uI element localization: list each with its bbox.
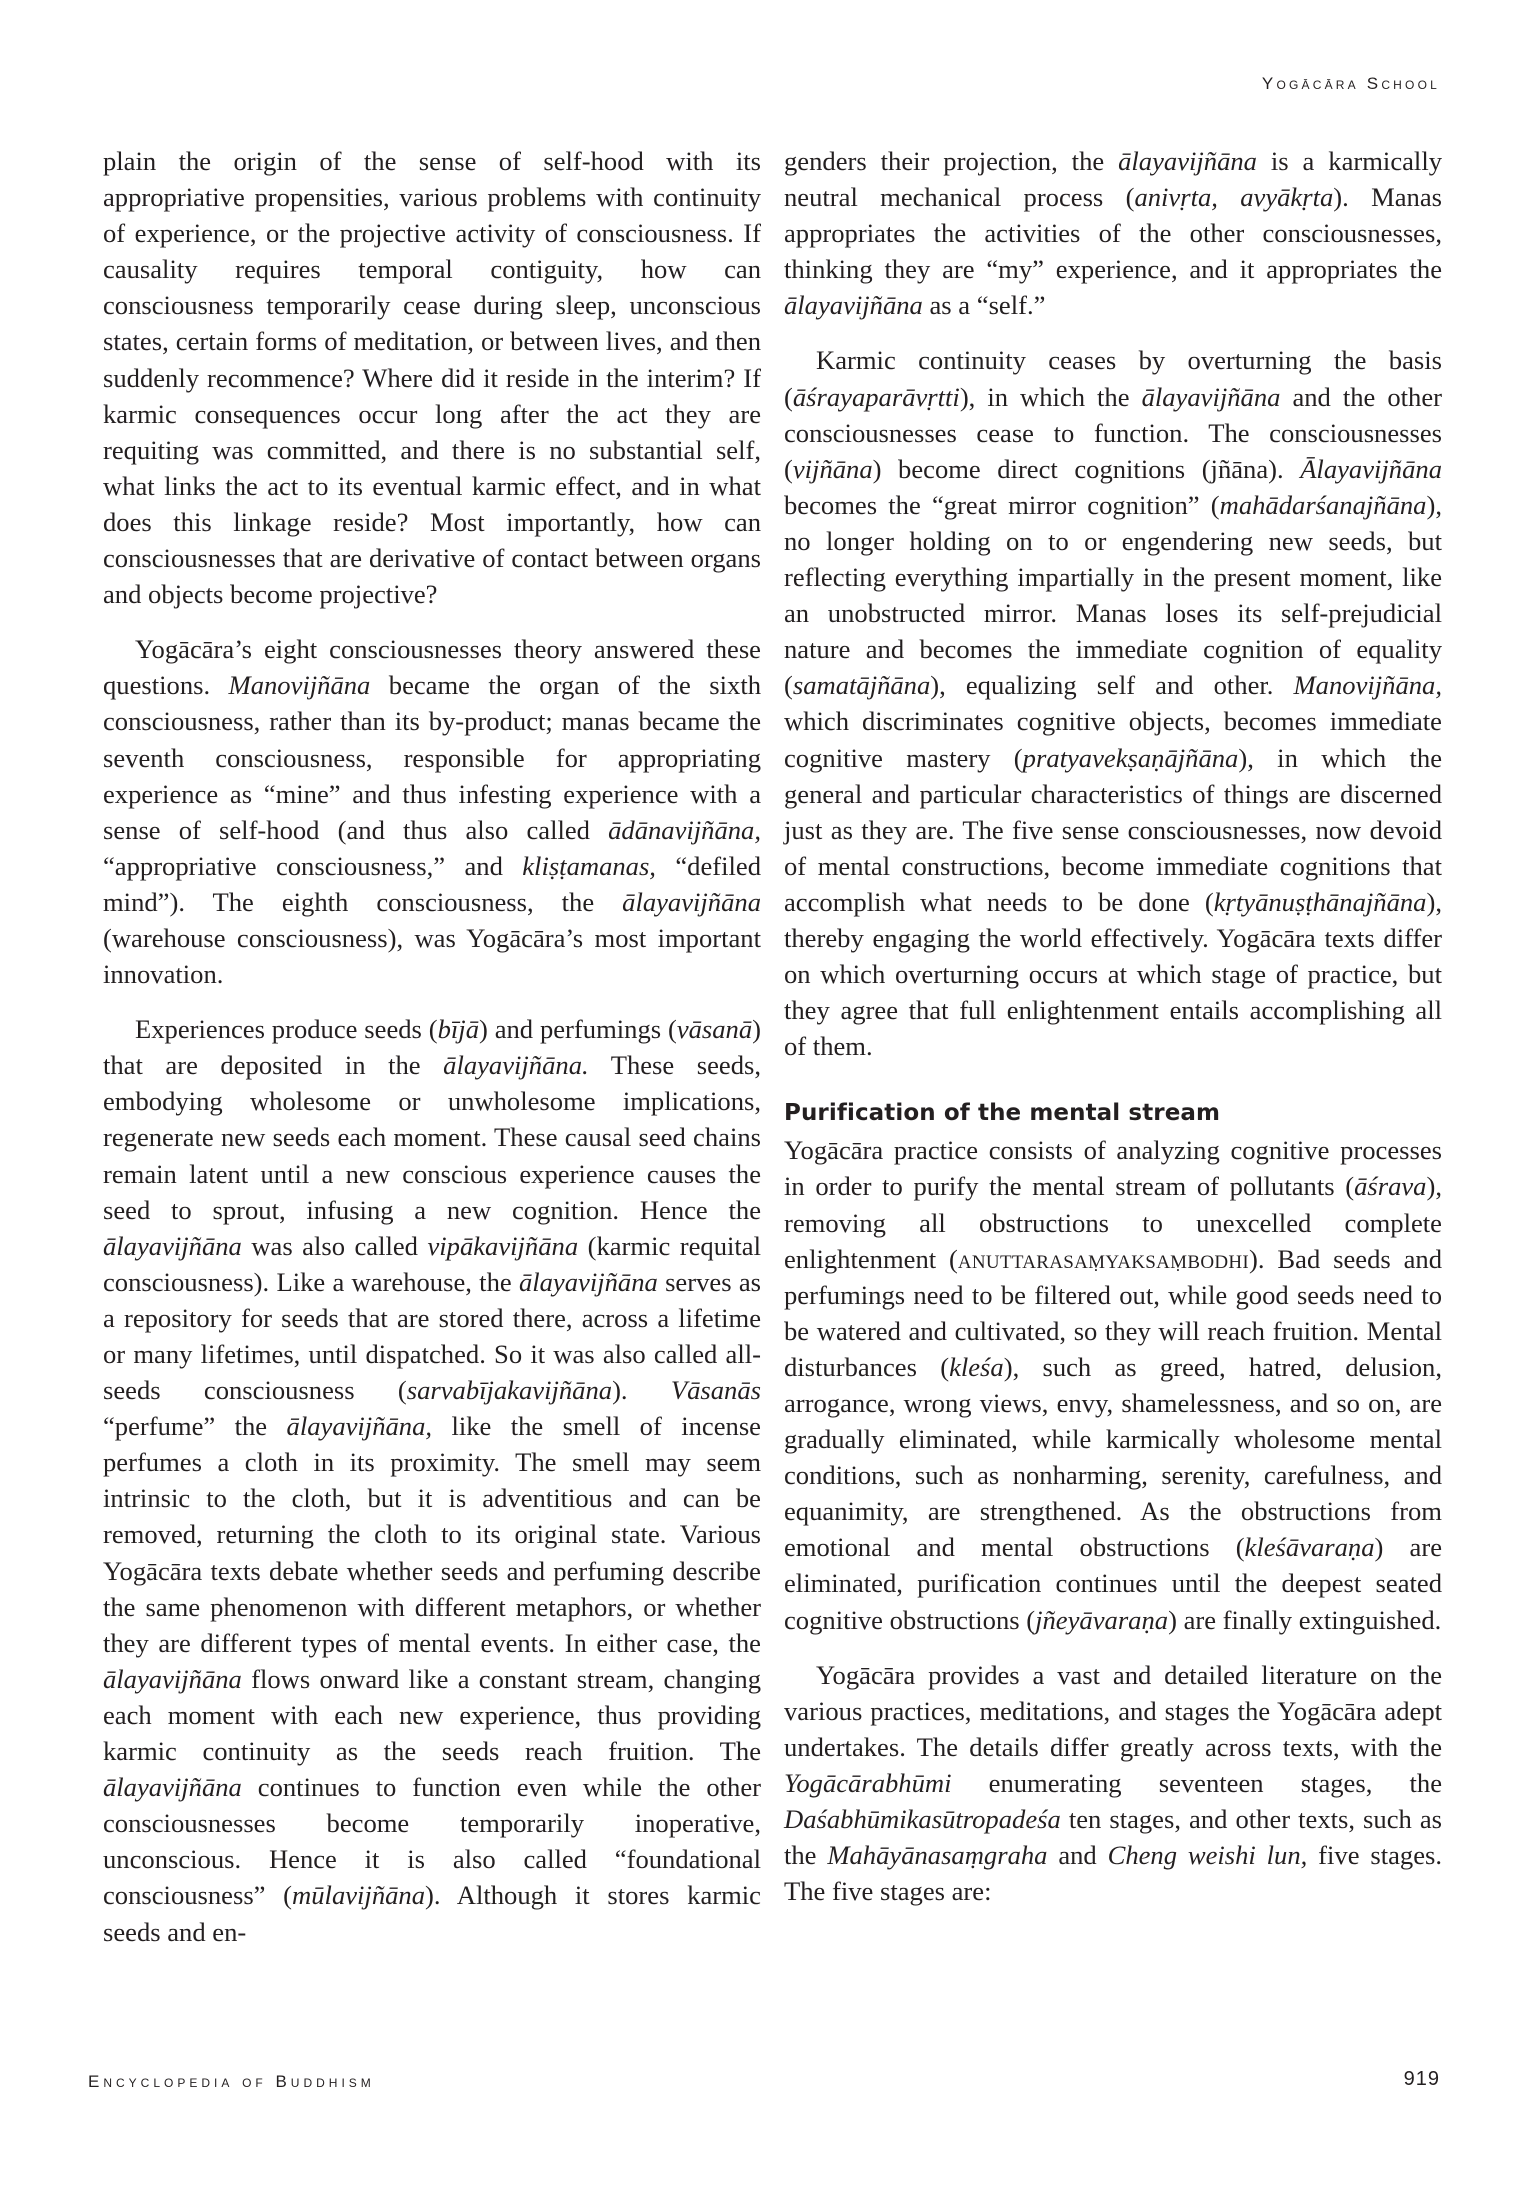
- text-run: ), removing all obstructions to unexcelled complete enlightenment (: [784, 1171, 1442, 1274]
- italic-term: ālayavijñāna: [103, 1230, 242, 1261]
- italic-term: Vāsanās: [670, 1375, 761, 1406]
- text-run: “appropriative consciousness,” and: [103, 850, 523, 881]
- text-run: Yogācāra practice consists of analyzing cognitive processes in order to purify the mental stream of pollutants (: [784, 1135, 1442, 1202]
- right-column: [784, 143, 1442, 1909]
- page-number: 919: [1403, 2068, 1440, 2090]
- text-run: five stages. The five stages are:: [784, 1840, 1442, 1907]
- italic-term: samatājñāna: [792, 670, 931, 701]
- text-run: became the organ of the sixth consciousness, rather than its by-product; manas became the seventh consciousness, responsible for appropriating experience as “mine” and thus infesting experience with a sense of self-hood (and thus also called: [103, 670, 762, 845]
- italic-term: Ālayavijñāna: [1300, 453, 1442, 484]
- italic-term: Mahāyānasaṃgraha: [827, 1840, 1048, 1871]
- italic-term: mūlavijñāna: [292, 1880, 426, 1911]
- italic-term: bījā: [437, 1014, 479, 1045]
- text-run: (warehouse consciousness), was Yogācāra’s most important innovation.: [103, 922, 761, 990]
- italic-term: Yogācārabhūmi: [784, 1767, 952, 1798]
- cross-reference: anuttarasaṃyaksaṃbodhi: [957, 1243, 1250, 1274]
- italic-term: ālayavijñāna: [1118, 146, 1257, 176]
- text-run: and the other consciousnesses cease to function. The consciousnesses (: [784, 381, 1443, 484]
- body-paragraph: [103, 1011, 761, 1949]
- body-paragraph: [784, 143, 1442, 323]
- italic-term: pratyavekṣaṇājñāna: [1022, 742, 1239, 773]
- italic-term: sarvabījakavijñāna: [406, 1375, 613, 1406]
- right-column-intro: [784, 143, 1442, 1064]
- text-run: ), no longer holding on to or engendering new seeds, but reflecting everything impartially in the present moment, like an unobstructed mirror. Manas loses its self-prejudicial nature and becomes the immediate cognition of equality (: [784, 489, 1442, 701]
- italic-term: ālayavijñāna: [622, 886, 761, 917]
- body-paragraph: [103, 143, 761, 612]
- body-paragraph: [784, 1132, 1442, 1637]
- text-run: was also called: [241, 1230, 428, 1261]
- body-paragraph: [784, 342, 1442, 1064]
- text-run: becomes the “great mirror cognition” (: [784, 489, 1220, 520]
- text-run: as a “self.”: [922, 290, 1046, 321]
- text-run: Experiences produce seeds (: [135, 1014, 438, 1045]
- text-run: These seeds, embodying wholesome or unwholesome implications, regenerate new seeds each moment. These causal seed chains remain latent until a new conscious experience causes the seed to sprout, infusing a new cognition. Hence the: [103, 1050, 761, 1225]
- text-run: like the smell of incense perfumes a cloth in its proximity. The smell may seem intrinsic to the cloth, but it is adventitious and can be removed, returning the cloth to its original state. Various Yogācāra texts debate whether seeds and perfuming describe the same phenomenon with different metaphors, or whether they are different types of mental events. In either case, the: [103, 1411, 761, 1658]
- left-column: [103, 143, 761, 1950]
- italic-term: mahādarśanajñāna: [1219, 489, 1427, 520]
- text-run: Yogācāra provides a vast and detailed literature on the various practices, meditations, and stages the Yogācāra adept undertakes. The details differ greatly across texts, with the: [784, 1659, 1442, 1762]
- text-run: Yogācāra’s eight consciousnesses theory answered these questions.: [103, 634, 761, 701]
- italic-term: vipākavijñāna: [427, 1230, 579, 1261]
- text-run: ), in which the general and particular characteristics of things are discerned just as they are. The five sense consciousnesses, now devoid of mental constructions, become immediate cognitions that accomplish what needs to be done (: [784, 742, 1443, 917]
- italic-term: vijñāna: [792, 453, 873, 484]
- italic-term: ādānavijñāna,: [608, 814, 761, 845]
- text-run: plain the origin of the sense of self-hood with its appropriative propensities, various problems with continuity of experience, or the projective activity of consciousness. If causality requires temporal contiguity, how can consciousness temporarily cease during sleep, unconscious states, certain forms of meditation, or between lives, and then suddenly recommence? Where did it reside in the interim? If karmic consequences occur long after the act they are requiting was committed, and there is no substantial self, what links the act to its eventual karmic effect, and in what does this linkage reside? Most importantly, how can consciousnesses that are derivative of contact between organs and objects become projective?: [103, 146, 761, 610]
- text-run: “defiled mind”). The eighth consciousness, the: [103, 850, 761, 917]
- text-run: flows onward like a constant stream, changing each moment with each new experience, thus providing karmic continuity as the seeds reach fruition. The: [103, 1663, 761, 1767]
- italic-term: kleśa: [949, 1351, 1004, 1382]
- italic-term: ālayavijñāna: [103, 1663, 242, 1694]
- text-run: (karmic requital consciousness). Like a warehouse, the: [103, 1230, 761, 1297]
- italic-term: kṛtyānuṣṭhānajñāna: [1213, 886, 1427, 917]
- text-run: enumerating seventeen stages, the: [951, 1767, 1442, 1798]
- text-run: ten stages, and other texts, such as the: [784, 1804, 1442, 1871]
- italic-term: ālayavijñāna: [784, 290, 923, 321]
- italic-term: Manovijñāna: [228, 670, 371, 701]
- text-run: ), such as greed, hatred, delusion, arrogance, wrong views, envy, shamelessness, and so on, are gradually eliminated, while karmically wholesome mental conditions, such as nonharming, serenity, carefulness, and equanimity, are strengthened. As the obstructions from emotional and mental obstructions (: [784, 1351, 1443, 1563]
- text-run: is a karmically neutral mechanical process (: [784, 146, 1443, 213]
- italic-term: ālayavijñāna,: [286, 1411, 433, 1442]
- text-run: and: [1047, 1840, 1108, 1871]
- italic-term: Manovijñāna,: [1293, 670, 1442, 701]
- text-run: ). Although it stores karmic seeds and en-: [103, 1880, 761, 1947]
- text-run: ) and perfumings (: [479, 1014, 677, 1045]
- italic-term: kleśāvaraṇa: [1244, 1532, 1375, 1563]
- text-run: serves as a repository for seeds that are stored there, across a lifetime or many lifetimes, until dispatched. So it was also called all-seeds consciousness (: [103, 1266, 761, 1406]
- italic-term: ālayavijñāna: [518, 1266, 658, 1297]
- italic-term: vāsanā: [676, 1014, 753, 1045]
- section-heading: Purification of the mental stream: [784, 1100, 1221, 1127]
- text-run: ).: [612, 1375, 671, 1406]
- text-run: genders their projection, the: [784, 146, 1119, 176]
- text-run: ), thereby engaging the world effectively. Yogācāra texts differ on which overturning occurs at which stage of practice, but they agree that full enlightenment entails accomplishing all of them.: [784, 886, 1442, 1062]
- footer-publication-title: Encyclopedia of Buddhism: [88, 2072, 375, 2091]
- italic-term: āśrava: [1354, 1171, 1427, 1202]
- text-run: ), equalizing self and other.: [930, 670, 1294, 701]
- text-run: ) become direct cognitions (jñāna).: [872, 453, 1301, 484]
- text-run: “perfume” the: [103, 1411, 287, 1442]
- right-column-section-body: [784, 1132, 1442, 1909]
- text-run: ) that are deposited in the: [103, 1014, 762, 1081]
- italic-term: ālayavijñāna: [103, 1772, 242, 1803]
- italic-term: āśrayaparāvṛtti: [792, 381, 960, 412]
- italic-term: Cheng weishi lun,: [1107, 1840, 1308, 1871]
- italic-term: jñeyāvaraṇa: [1035, 1604, 1169, 1635]
- italic-term: kliṣṭamanas,: [522, 850, 656, 881]
- text-run: ) are finally extinguished.: [1168, 1604, 1442, 1635]
- text-run: Karmic continuity ceases by overturning the basis (: [784, 345, 1442, 412]
- text-run: ) are eliminated, purification continues until the deepest seated cognitive obstructions (: [784, 1532, 1442, 1635]
- text-run: ), in which the: [959, 381, 1142, 412]
- text-run: ). Manas appropriates the activities of the other consciousnesses, thinking they are “my” experience, and it appropriates the: [784, 182, 1442, 285]
- body-paragraph: [784, 1657, 1442, 1910]
- text-run: ). Bad seeds and perfumings need to be filtered out, while good seeds need to be watered and cultivated, so they will reach fruition. Mental disturbances (: [784, 1243, 1442, 1382]
- italic-term: ālayavijñāna: [1141, 381, 1281, 412]
- running-head: Yogācāra School: [1261, 74, 1440, 93]
- italic-term: ālayavijñāna.: [443, 1050, 589, 1081]
- body-paragraph: [103, 631, 761, 992]
- italic-term: anivṛta, avyākṛta: [1134, 182, 1334, 213]
- italic-term: Daśabhūmikasūtropadeśa: [784, 1804, 1061, 1835]
- text-run: which discriminates cognitive objects, becomes immediate cognitive mastery (: [784, 706, 1442, 773]
- text-run: continues to function even while the other consciousnesses become temporarily inoperative, unconscious. Hence it is also called “foundational consciousness” (: [103, 1772, 761, 1911]
